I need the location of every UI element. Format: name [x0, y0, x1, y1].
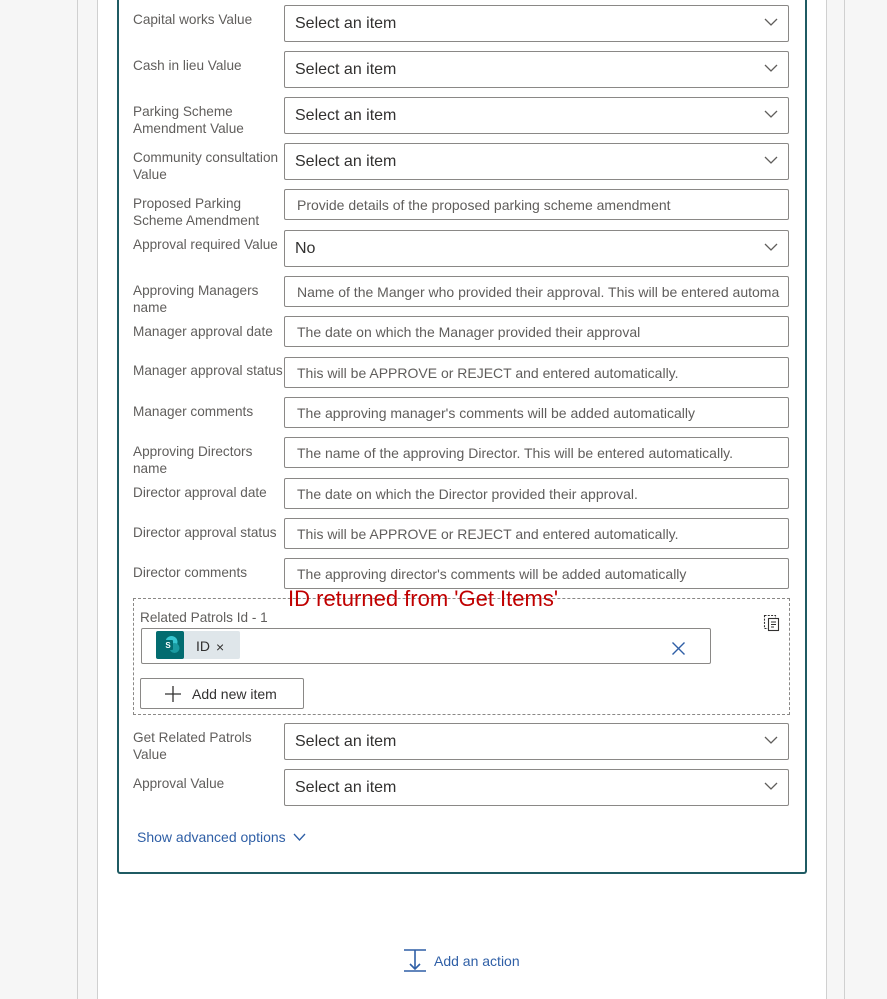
add-new-item-label: Add new item — [192, 686, 277, 702]
approving-managers-name-label: Approving Managers name — [133, 283, 259, 315]
token-label: ID — [196, 638, 210, 654]
approval-value-value: Select an item — [295, 779, 397, 796]
proposed-parking-scheme-placeholder: Provide details of the proposed parking scheme amendment — [297, 197, 671, 213]
director-approval-date-input[interactable] — [284, 478, 789, 509]
annotation-text: ID returned from 'Get Items' — [288, 586, 559, 611]
parking-scheme-amendment-dropdown[interactable] — [284, 97, 789, 134]
manager-approval-date-placeholder: The date on which the Manager provided their approval — [297, 324, 641, 340]
capital-works-value: Select an item — [295, 15, 397, 32]
director-approval-status-placeholder: This will be APPROVE or REJECT and entered automatically. — [297, 526, 679, 542]
proposed-parking-scheme-label: Proposed Parking Scheme Amendment — [133, 196, 260, 228]
capital-works-dropdown[interactable] — [284, 5, 789, 42]
manager-comments-input[interactable] — [284, 397, 789, 428]
chevron-down-icon — [764, 64, 778, 73]
add-action-icon[interactable] — [403, 948, 427, 972]
manager-comments-placeholder: The approving manager's comments will be added automatically — [297, 405, 695, 421]
manager-approval-status-placeholder: This will be APPROVE or REJECT and entered automatically. — [297, 365, 679, 381]
community-consultation-dropdown[interactable] — [284, 143, 789, 180]
proposed-parking-scheme-input[interactable] — [284, 189, 789, 220]
chevron-down-icon — [764, 110, 778, 119]
director-comments-label: Director comments — [133, 565, 248, 580]
cash-in-lieu-value: Select an item — [295, 61, 397, 78]
get-related-patrols-dropdown[interactable] — [284, 723, 789, 760]
approval-required-label: Approval required Value — [133, 237, 278, 252]
approval-value-label: Approval Value — [133, 776, 225, 791]
director-approval-status-label: Director approval status — [133, 525, 277, 540]
approval-value-dropdown[interactable] — [284, 769, 789, 806]
clear-icon[interactable] — [671, 641, 686, 656]
manager-approval-date-input[interactable] — [284, 316, 789, 347]
cash-in-lieu-label: Cash in lieu Value — [133, 58, 242, 73]
manager-approval-status-input[interactable] — [284, 357, 789, 388]
director-approval-date-label: Director approval date — [133, 485, 267, 500]
switch-input-mode-icon[interactable] — [761, 612, 781, 632]
director-approval-status-input[interactable] — [284, 518, 789, 549]
approving-managers-name-placeholder: Name of the Manger who provided their approval. This will be entered automa — [297, 284, 780, 300]
related-patrols-label: Related Patrols Id - 1 — [140, 610, 268, 625]
parking-scheme-amendment-label: Parking Scheme Amendment Value — [133, 104, 244, 136]
community-consultation-label: Community consultation Value — [133, 150, 279, 182]
community-consultation-value: Select an item — [295, 153, 397, 170]
get-related-patrols-label: Get Related Patrols Value — [133, 730, 252, 762]
token-remove-button[interactable]: × — [216, 639, 225, 655]
manager-comments-label: Manager comments — [133, 404, 254, 419]
chevron-down-icon — [764, 736, 778, 745]
parking-scheme-amendment-value: Select an item — [295, 107, 397, 124]
chevron-down-icon — [764, 18, 778, 27]
chevron-down-icon — [764, 243, 778, 252]
sharepoint-icon — [156, 631, 184, 659]
chevron-down-icon — [764, 782, 778, 791]
capital-works-label: Capital works Value — [133, 12, 253, 27]
director-approval-date-placeholder: The date on which the Director provided their approval. — [297, 486, 638, 502]
manager-approval-status-label: Manager approval status — [133, 363, 283, 378]
director-comments-placeholder: The approving director's comments will be added automatically — [297, 566, 687, 582]
approving-managers-name-input[interactable] — [284, 276, 789, 307]
approving-directors-name-input[interactable] — [284, 437, 789, 468]
show-advanced-options-link[interactable]: Show advanced options — [137, 829, 286, 845]
plus-icon — [164, 685, 182, 703]
chevron-down-icon — [764, 156, 778, 165]
chevron-down-icon[interactable] — [293, 833, 306, 842]
add-an-action-link[interactable]: Add an action — [434, 953, 520, 969]
approving-directors-name-label: Approving Directors name — [133, 444, 253, 476]
approval-required-dropdown[interactable] — [284, 230, 789, 267]
get-related-patrols-value: Select an item — [295, 733, 397, 750]
svg-text:S: S — [165, 641, 171, 650]
manager-approval-date-label: Manager approval date — [133, 324, 273, 339]
add-new-item-button[interactable] — [140, 678, 304, 709]
approving-directors-name-placeholder: The name of the approving Director. This will be entered automatically. — [297, 445, 734, 461]
approval-required-value: No — [295, 240, 316, 257]
director-comments-input[interactable] — [284, 558, 789, 589]
cash-in-lieu-dropdown[interactable] — [284, 51, 789, 88]
